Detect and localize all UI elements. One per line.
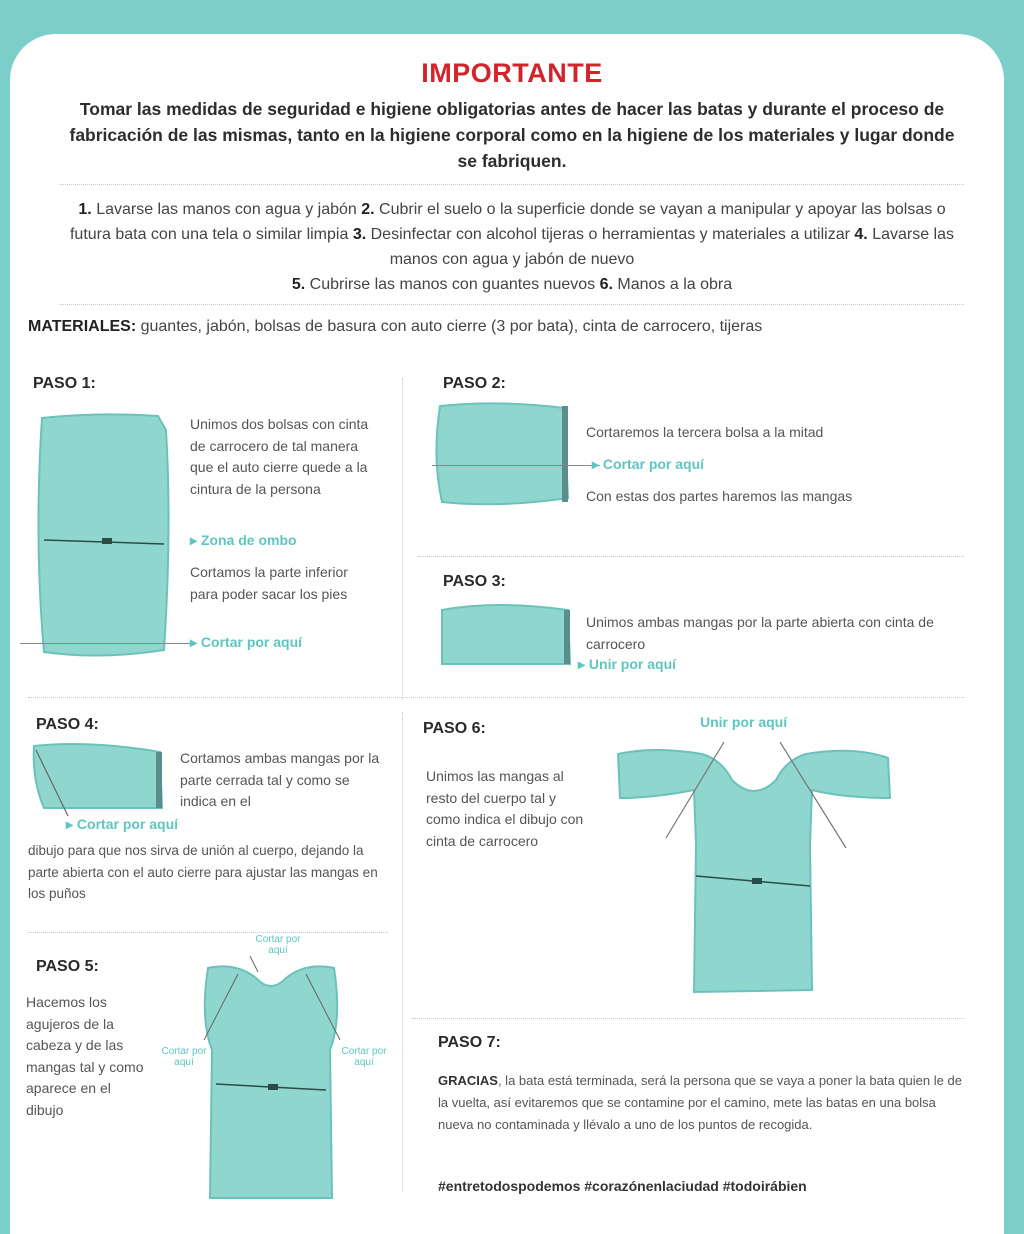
paso5-text: Hacemos los agujeros de la cabeza y de las mangas tal y como aparece en el dibujo	[26, 994, 144, 1118]
paso2-label: ▸ Cortar por aquí	[592, 456, 705, 472]
paso2-text-1: Cortaremos la tercera bolsa a la mitad	[586, 424, 824, 440]
paso2-title: PASO 2:	[443, 375, 506, 392]
paso7-text	[438, 1070, 968, 1136]
paso1-title: PASO 1:	[33, 375, 96, 392]
paso6-text: Unimos las mangas al resto del cuerpo tal y como indica el dibujo con cinta de carrocero	[426, 768, 584, 849]
paso5-label-right: Cortar por aquí	[341, 1046, 387, 1068]
cut-line	[20, 643, 190, 644]
step-number: 5.	[291, 276, 306, 293]
paso1-label-1: ▸ Zona de ombo	[190, 532, 297, 548]
paso5-label-top: Cortar por aquí	[255, 934, 301, 956]
materials-label: MATERIALES:	[28, 318, 137, 335]
divider	[412, 1018, 964, 1019]
paso1-bag-illustration	[30, 410, 190, 660]
paso4-text-2: dibujo para que nos sirva de unión al cuerpo, dejando la parte abierta con el auto cierre para ajustar las mangas en los puños	[28, 843, 378, 901]
hashtags: #entretodospodemos #corazónenlaciudad #todoirábien	[438, 1178, 807, 1194]
paso3-sleeves-illustration	[436, 600, 576, 668]
paso7-thanks: GRACIAS	[438, 1073, 498, 1088]
paso3-label-text: Unir por aquí	[588, 656, 677, 672]
step-number: 2.	[361, 201, 375, 218]
paso7-body: , la bata está terminada, será la persona que se vaya a poner la bata quien le de la vuelta, así evitaremos que se contamine por el camino, mete las batas en una bolsa nueva no contaminada y llévalo a uno de los puntos de recogida.	[438, 1073, 962, 1132]
paso1-text-2: Cortamos la parte inferior para poder sacar los pies	[190, 564, 348, 602]
step-number: 6.	[599, 276, 613, 293]
step-text: Cubrir el suelo o la superficie donde se vayan a manipular y apoyar las bolsas o futura bata con una tela o similar limpia	[69, 201, 946, 243]
step-number: 3.	[352, 226, 367, 243]
divider	[28, 932, 388, 933]
paso5-label-left: Cortar por aquí	[161, 1046, 207, 1068]
paso4-text-1: Cortamos ambas mangas por la parte cerrada tal y como se indica en el	[180, 750, 380, 809]
step-text: Cubrirse las manos con guantes nuevos	[309, 276, 596, 293]
paso5-gown-illustration	[196, 960, 346, 1198]
paso1-label-1-text: Zona de ombo	[200, 532, 297, 548]
step-text: Lavarse las manos con agua y jabón de nuevo	[389, 226, 955, 268]
paso4-sleeves-illustration	[30, 740, 170, 814]
paso6-label: Unir por aquí	[700, 714, 788, 730]
paso4-label-text: Cortar por aquí	[76, 816, 179, 832]
paso3-label: ▸ Unir por aquí	[578, 656, 677, 672]
divider	[418, 556, 964, 557]
page-title: IMPORTANTE	[421, 58, 603, 88]
step-number: 1.	[78, 201, 92, 218]
paso1-label-2: ▸ Cortar por aquí	[190, 634, 303, 650]
divider	[60, 304, 964, 305]
intro-text: Tomar las medidas de seguridad e higiene obligatorias antes de hacer las batas y durante el proceso de fabricación de las mismas, tanto en la higiene corporal como en la higiene de los materiales y lugar donde se fabriquen.	[69, 99, 955, 171]
divider	[28, 697, 964, 698]
paso4-label: ▸ Cortar por aquí	[66, 816, 179, 832]
paso2-bag-illustration	[430, 398, 580, 510]
cut-line	[432, 465, 600, 466]
materials-line	[28, 318, 1008, 336]
paso3-title: PASO 3:	[443, 573, 506, 590]
paso2-label-text: Cortar por aquí	[602, 456, 705, 472]
paso1-label-2-text: Cortar por aquí	[200, 634, 303, 650]
paso4-title: PASO 4:	[36, 716, 99, 733]
step-text: Manos a la obra	[617, 276, 733, 293]
step-text: Lavarse las manos con agua y jabón	[96, 201, 357, 218]
paso3-text: Unimos ambas mangas por la parte abierta con cinta de carrocero	[586, 614, 934, 652]
divider	[402, 378, 403, 700]
step-number: 4.	[854, 226, 868, 243]
materials-text: guantes, jabón, bolsas de basura con auto cierre (3 por bata), cinta de carrocero, tijeras	[140, 318, 763, 335]
divider	[402, 712, 403, 1192]
paso5-title: PASO 5:	[36, 958, 99, 975]
paso2-text-2: Con estas dos partes haremos las mangas	[586, 488, 853, 504]
paso1-text-1: Unimos dos bolsas con cinta de carrocero de tal manera que el auto cierre quede a la cintura de la persona	[190, 416, 369, 497]
safety-steps	[60, 197, 964, 297]
paso6-title: PASO 6:	[423, 720, 486, 737]
paso6-gown-illustration	[614, 740, 894, 998]
divider	[60, 184, 964, 185]
step-text: Desinfectar con alcohol tijeras o herramientas y materiales a utilizar	[370, 226, 850, 243]
paso7-title: PASO 7:	[438, 1034, 501, 1051]
